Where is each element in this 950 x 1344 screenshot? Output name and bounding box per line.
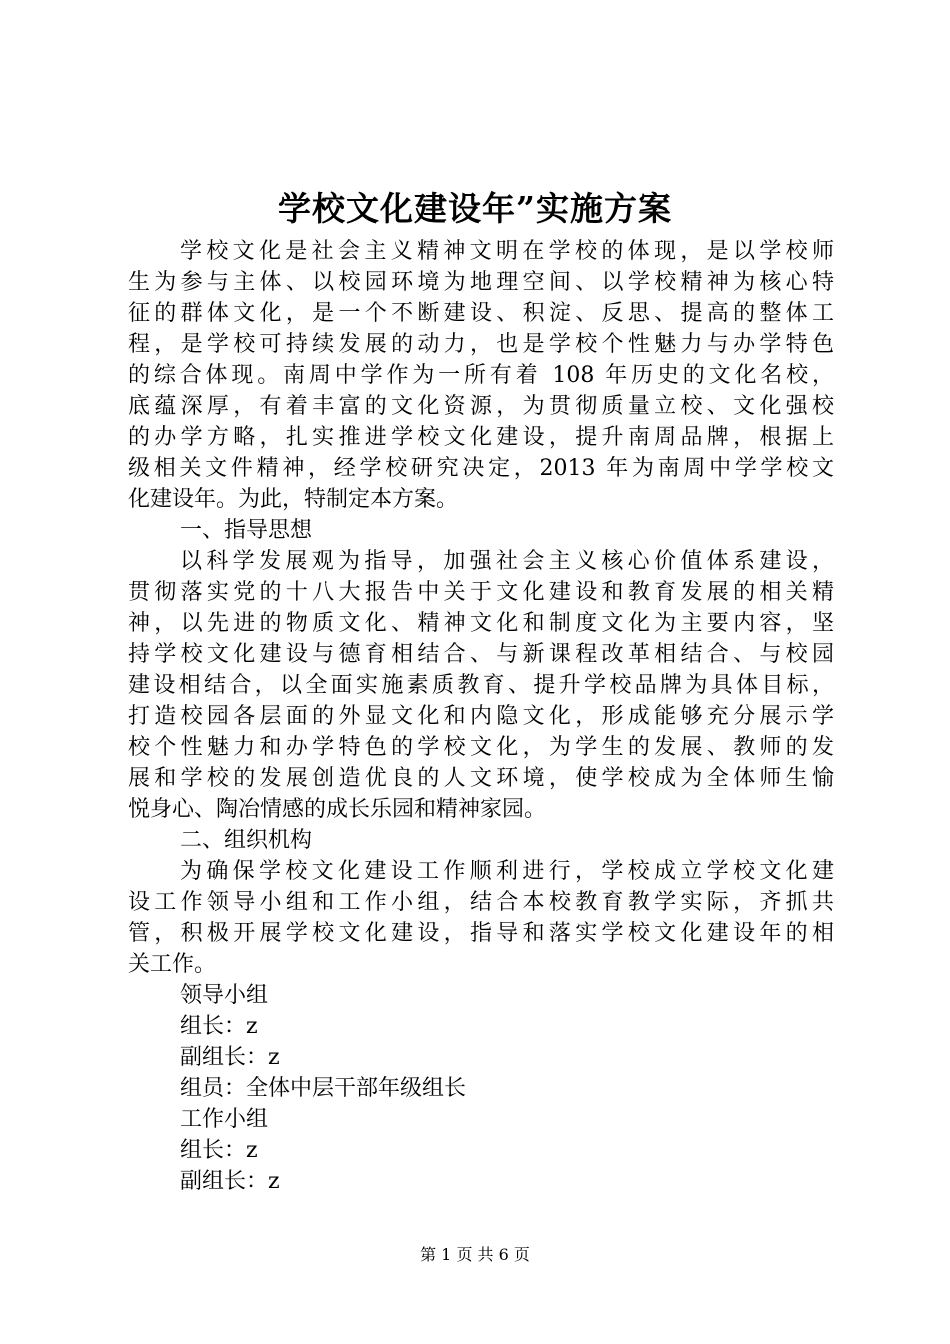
paragraph-intro-line: 底蕴深厚，有着丰富的文化资源，为贯彻质量立校、文化强校 [128,394,834,419]
leadership-group-members: 组员：全体中层干部年级组长 [180,1076,467,1101]
leadership-group-deputy: 副组长：z [180,1045,280,1070]
paragraph-guiding-line: 展和学校的发展创造优良的人文环境，使学校成为全体师生愉 [128,766,834,791]
paragraph-intro-line: 生为参与主体、以校园环境为地理空间、以学校精神为核心特 [128,270,834,295]
paragraph-guiding-line: 贯彻落实党的十八大报告中关于文化建设和教育发展的相关精 [128,580,834,605]
working-group-deputy: 副组长：z [180,1169,280,1194]
page-number-footer: 第 1 页 共 6 页 [420,1245,530,1264]
paragraph-intro-line: 学校文化是社会主义精神文明在学校的体现，是以学校师 [180,239,834,264]
section-heading-organization: 二、组织机构 [180,828,313,853]
paragraph-guiding-line: 神，以先进的物质文化、精神文化和制度文化为主要内容，坚 [128,611,834,636]
paragraph-guiding-line: 持学校文化建设与德育相结合、与新课程改革相结合、与校园 [128,642,834,667]
paragraph-guiding-line: 以科学发展观为指导，加强社会主义核心价值体系建设， [180,549,834,574]
document-body [128,236,834,1197]
leadership-group-leader: 组长：z [180,1014,258,1039]
section-heading-guiding-thought: 一、指导思想 [180,518,313,543]
paragraph-intro-line: 的办学方略，扎实推进学校文化建设，提升南周品牌，根据上 [128,425,834,450]
leadership-group-label: 领导小组 [180,983,269,1008]
paragraph-intro-line: 程，是学校可持续发展的动力，也是学校个性魅力与办学特色 [128,332,834,357]
paragraph-intro-line: 化建设年。为此，特制定本方案。 [128,487,459,512]
paragraph-intro-line: 的综合体现。南周中学作为一所有着 108 年历史的文化名校， [128,363,834,388]
paragraph-guiding-line: 建设相结合，以全面实施素质教育、提升学校品牌为具体目标， [128,673,834,698]
paragraph-intro-line: 级相关文件精神，经学校研究决定，2013 年为南周中学学校文 [128,456,834,481]
working-group-leader: 组长：z [180,1138,258,1163]
paragraph-guiding-line: 打造校园各层面的外显文化和内隐文化，形成能够充分展示学 [128,704,834,729]
paragraph-organization-line: 关工作。 [128,952,217,977]
document-title: 学校文化建设年”实施方案 [278,189,672,228]
paragraph-organization-line: 设工作领导小组和工作小组，结合本校教育教学实际，齐抓共 [128,890,834,915]
paragraph-organization-line: 管，积极开展学校文化建设，指导和落实学校文化建设年的相 [128,921,834,946]
paragraph-intro-line: 征的群体文化，是一个不断建设、积淀、反思、提高的整体工 [128,301,834,326]
paragraph-guiding-line: 校个性魅力和办学特色的学校文化，为学生的发展、教师的发 [128,735,834,760]
working-group-label: 工作小组 [180,1107,269,1132]
paragraph-organization-line: 为确保学校文化建设工作顺利进行，学校成立学校文化建 [180,859,834,884]
paragraph-guiding-line: 悦身心、陶冶情感的成长乐园和精神家园。 [128,797,547,822]
